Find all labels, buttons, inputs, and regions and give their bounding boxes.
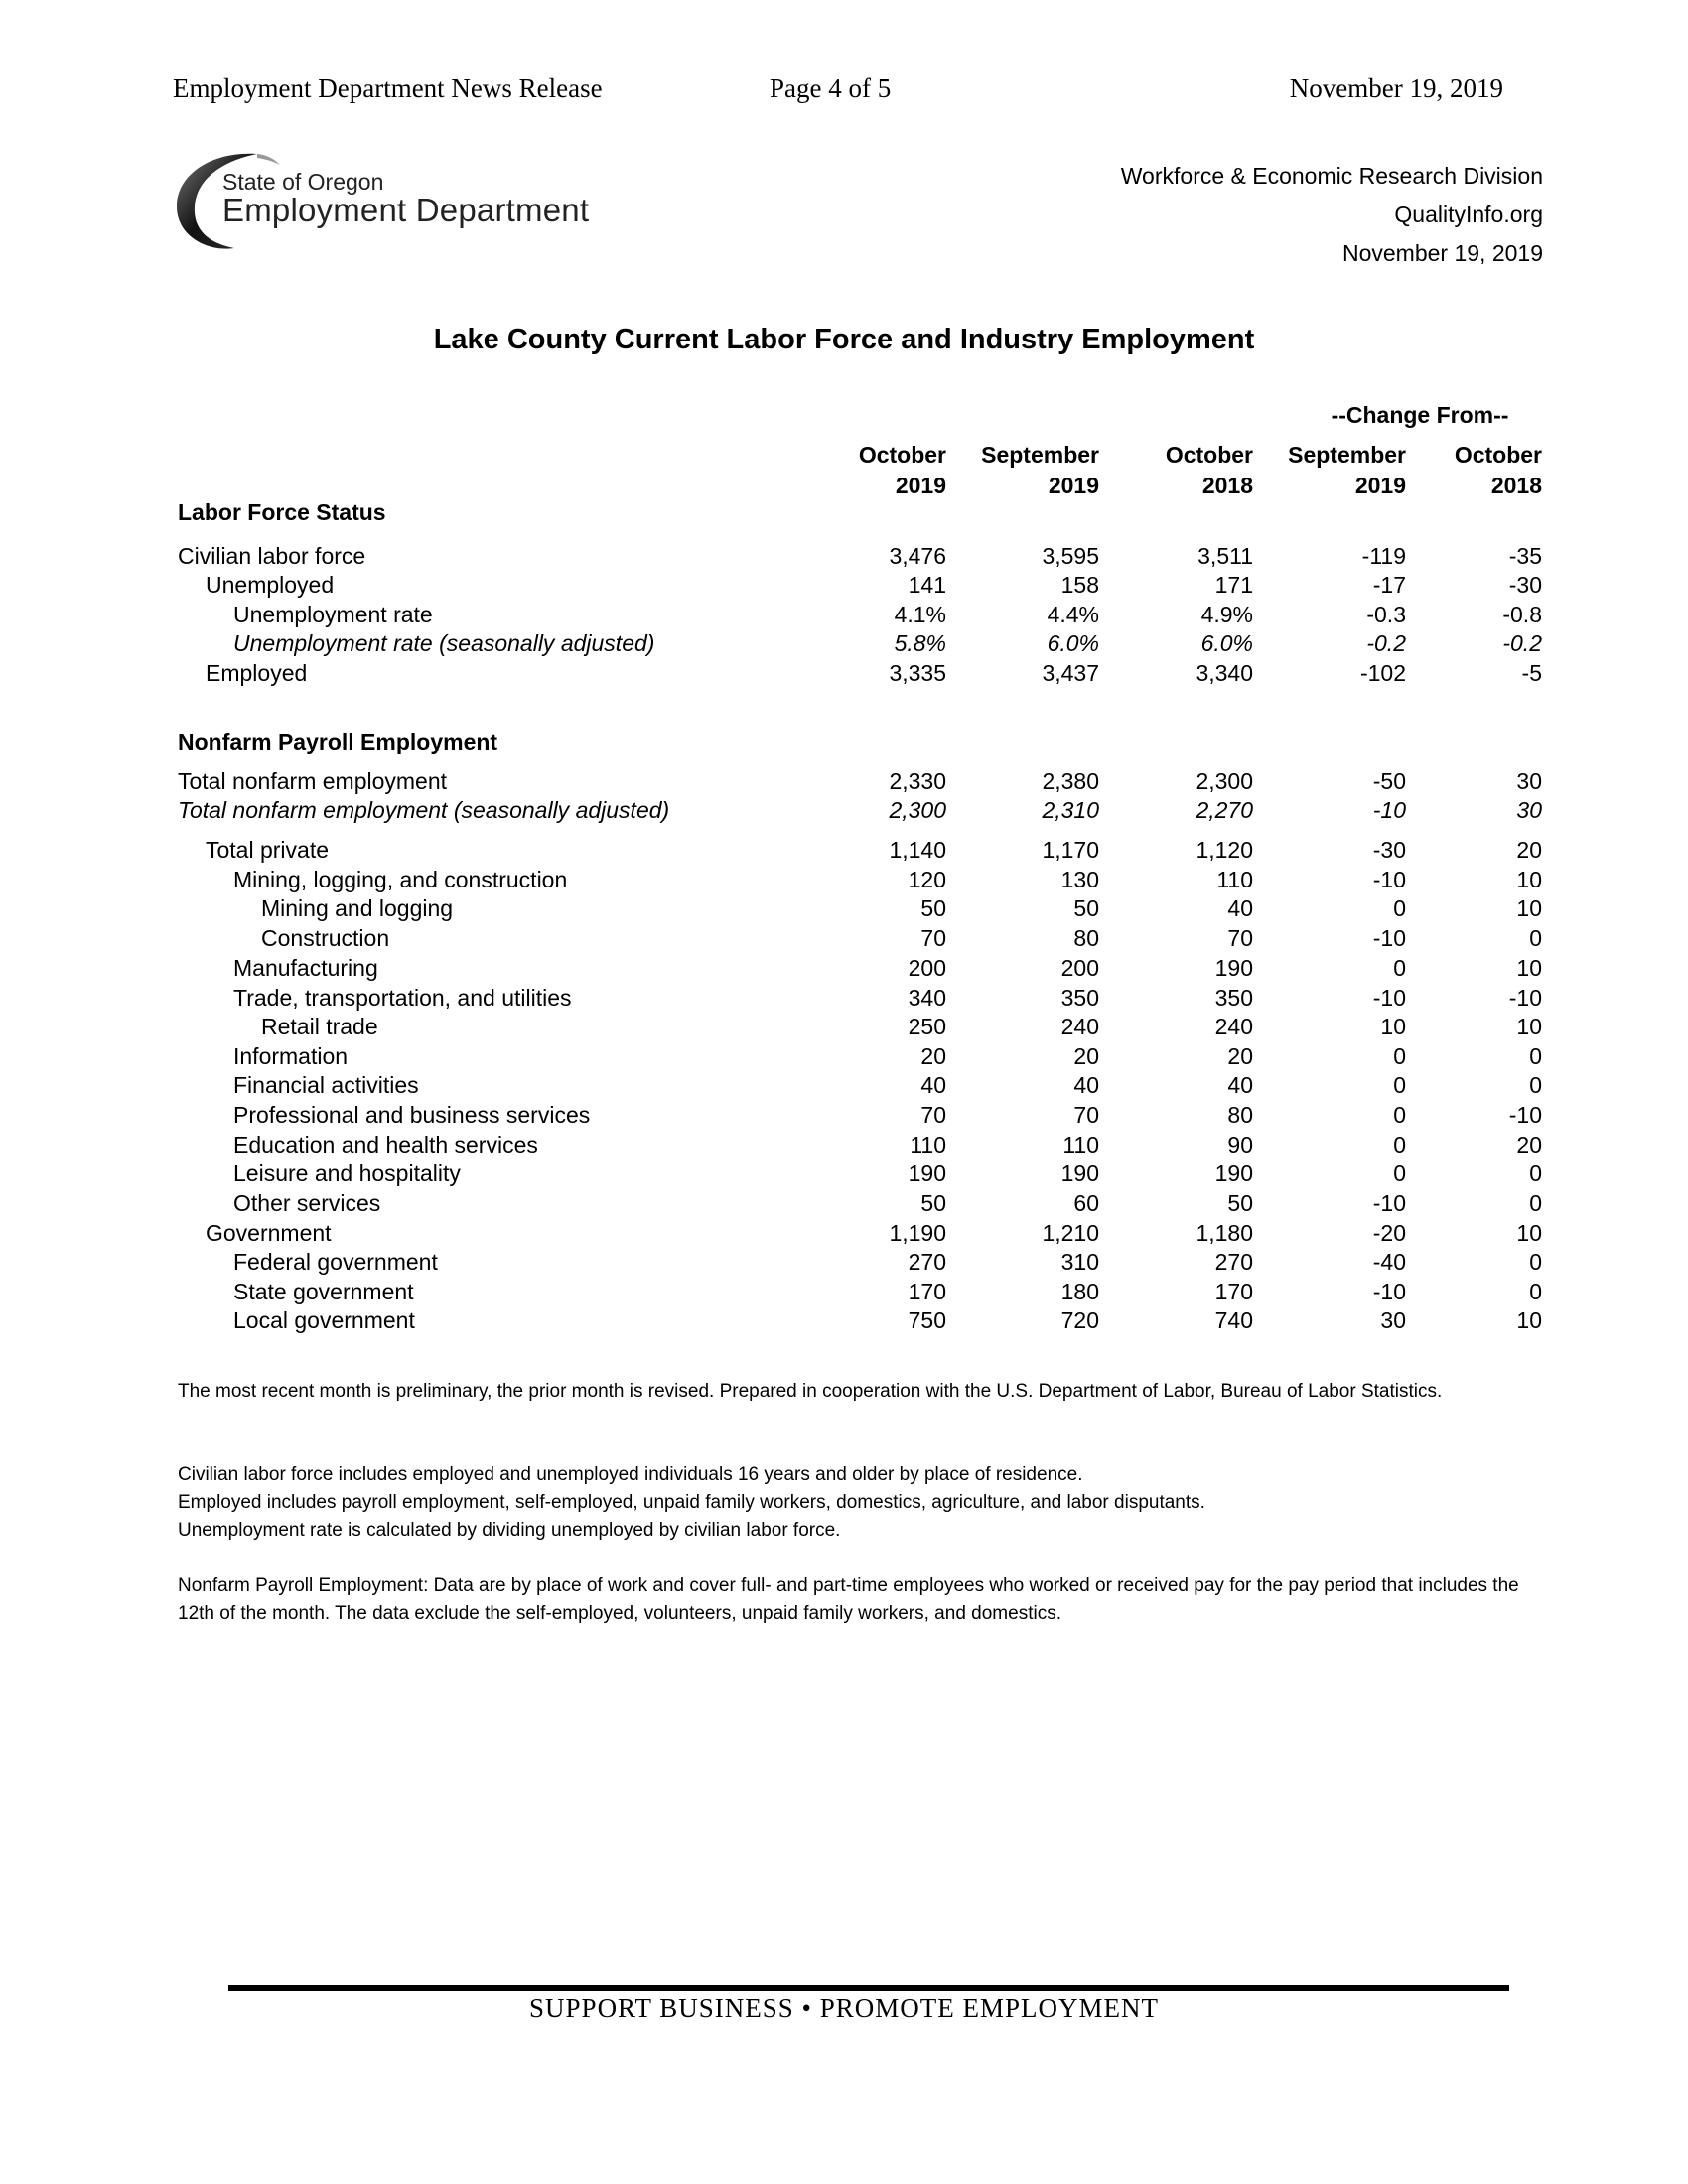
row-label: Other services — [233, 1190, 381, 1216]
cell-value: 340 — [908, 985, 946, 1011]
table-row — [0, 1070, 1688, 1100]
cell-value: 10 — [1516, 1014, 1542, 1039]
row-label: Mining and logging — [261, 895, 454, 921]
cell-value: 20 — [1073, 1043, 1099, 1069]
table-row — [0, 1247, 1688, 1277]
logo-department-text: Employment Department — [222, 192, 590, 228]
cell-value: 170 — [908, 1279, 946, 1304]
table-row — [0, 628, 1688, 658]
row-label: Mining, logging, and construction — [233, 867, 568, 892]
cell-value: 2,310 — [1042, 797, 1099, 823]
row-label: Local government — [233, 1307, 415, 1333]
note-nonfarm: Nonfarm Payroll Employment: Data are by place of work and cover full- and part-time employees who worked or received pay for the pay period that includes the 12th of the month. The data exclude the self-employed, volunteers, unpaid family workers, and domestics. — [178, 1575, 1519, 1624]
table-row — [0, 1012, 1688, 1041]
cell-value: -0.2 — [1366, 630, 1406, 656]
row-label: State government — [233, 1279, 414, 1304]
section-heading: Labor Force Status — [178, 499, 386, 525]
table-row — [0, 1188, 1688, 1218]
cell-value: 90 — [1227, 1132, 1253, 1158]
cell-value: 110 — [1216, 867, 1253, 892]
note-civilian-labor-force: Civilian labor force includes employed and unemployed individuals 16 years and older by place of residence. — [178, 1464, 1083, 1485]
division-info — [1121, 157, 1543, 273]
cell-value: 4.9% — [1200, 602, 1253, 627]
table-row — [0, 795, 1688, 825]
cell-value: 10 — [1516, 1220, 1542, 1246]
cell-value: -10 — [1372, 1190, 1406, 1216]
cell-value: 141 — [908, 572, 946, 598]
cell-value: 1,140 — [889, 837, 946, 863]
cell-value: -10 — [1372, 867, 1406, 892]
cell-value: 3,340 — [1196, 660, 1253, 686]
row-label: Total private — [206, 837, 330, 863]
table-row — [0, 1305, 1688, 1335]
cell-value: 50 — [1227, 1190, 1253, 1216]
column-year: 2019 — [1354, 473, 1406, 498]
cell-value: 80 — [1073, 925, 1099, 951]
agency-logo — [173, 149, 615, 253]
row-label: Unemployment rate — [233, 602, 433, 627]
cell-value: 170 — [1214, 1279, 1253, 1304]
cell-value: 3,595 — [1042, 543, 1099, 569]
cell-value: 70 — [920, 925, 946, 951]
cell-value: -0.2 — [1502, 630, 1542, 656]
cell-value: 30 — [1516, 768, 1542, 794]
cell-value: 1,120 — [1196, 837, 1253, 863]
cell-value: -5 — [1521, 660, 1542, 686]
cell-value: -102 — [1359, 660, 1406, 686]
column-year: 2019 — [1048, 473, 1099, 498]
cell-value: -10 — [1508, 985, 1542, 1011]
cell-value: 30 — [1380, 1307, 1406, 1333]
cell-value: 4.4% — [1047, 602, 1099, 627]
cell-value: 20 — [1516, 837, 1542, 863]
cell-value: 350 — [1214, 985, 1253, 1011]
footer-tagline: SUPPORT BUSINESS • PROMOTE EMPLOYMENT — [529, 1993, 1159, 2023]
cell-value: 70 — [1073, 1102, 1099, 1128]
cell-value: 2,380 — [1042, 768, 1099, 794]
cell-value: 2,300 — [1196, 768, 1253, 794]
cell-value: 200 — [1060, 955, 1099, 981]
column-header — [1074, 440, 1253, 501]
cell-value: 0 — [1393, 1072, 1406, 1098]
table-row — [0, 1159, 1688, 1188]
cell-value: -30 — [1508, 572, 1542, 598]
cell-value: 0 — [1393, 1132, 1406, 1158]
cell-value: 270 — [908, 1249, 946, 1275]
table-row — [0, 1100, 1688, 1130]
column-month: October — [1165, 442, 1253, 468]
table-row — [0, 893, 1688, 923]
cell-value: 20 — [1227, 1043, 1253, 1069]
cell-value: 2,300 — [889, 797, 946, 823]
table-row — [0, 835, 1688, 865]
cell-value: 0 — [1393, 1102, 1406, 1128]
page-title: Lake County Current Labor Force and Industry Employment — [433, 324, 1255, 355]
cell-value: -10 — [1372, 1279, 1406, 1304]
cell-value: 10 — [1516, 955, 1542, 981]
note-preliminary: The most recent month is preliminary, the prior month is revised. Prepared in cooperation with the U.S. Department of Labor, Bureau of Labor Statistics. — [178, 1381, 1443, 1402]
row-label: Professional and business services — [233, 1102, 591, 1128]
table-row — [0, 1130, 1688, 1160]
cell-value: -10 — [1372, 985, 1406, 1011]
column-month: October — [1454, 442, 1542, 468]
section-heading: Nonfarm Payroll Employment — [178, 729, 498, 754]
cell-value: 200 — [908, 955, 946, 981]
cell-value: 1,170 — [1042, 837, 1099, 863]
cell-value: 0 — [1393, 895, 1406, 921]
cell-value: 60 — [1073, 1190, 1099, 1216]
cell-value: 50 — [920, 1190, 946, 1216]
column-header — [920, 440, 1099, 501]
cell-value: 3,437 — [1042, 660, 1099, 686]
cell-value: 0 — [1393, 955, 1406, 981]
row-label: Manufacturing — [233, 955, 378, 981]
cell-value: 110 — [1062, 1132, 1099, 1158]
cell-value: 0 — [1393, 1043, 1406, 1069]
cell-value: 10 — [1516, 895, 1542, 921]
cell-value: 40 — [1073, 1072, 1099, 1098]
table-row — [0, 1218, 1688, 1248]
cell-value: -10 — [1372, 797, 1406, 823]
cell-value: 1,210 — [1042, 1220, 1099, 1246]
cell-value: 120 — [908, 867, 946, 892]
cell-value: 3,335 — [889, 660, 946, 686]
cell-value: -35 — [1508, 543, 1542, 569]
table-row — [0, 1041, 1688, 1071]
cell-value: 250 — [908, 1014, 946, 1039]
cell-value: 1,190 — [889, 1220, 946, 1246]
division-name: Workforce & Economic Research Division — [1120, 163, 1543, 189]
cell-value: 1,180 — [1196, 1220, 1253, 1246]
cell-value: 3,511 — [1197, 543, 1253, 569]
row-label: Unemployment rate (seasonally adjusted) — [233, 630, 655, 656]
cell-value: 20 — [920, 1043, 946, 1069]
row-label: Financial activities — [233, 1072, 419, 1098]
cell-value: 750 — [908, 1307, 946, 1333]
running-header — [173, 73, 1503, 109]
cell-value: 0 — [1393, 1160, 1406, 1186]
row-label: Civilian labor force — [178, 543, 366, 569]
table-row — [0, 541, 1688, 571]
cell-value: 171 — [1214, 572, 1253, 598]
cell-value: 80 — [1227, 1102, 1253, 1128]
cell-value: 0 — [1529, 1279, 1542, 1304]
cell-value: 30 — [1516, 797, 1542, 823]
cell-value: 180 — [1060, 1279, 1099, 1304]
cell-value: 5.8% — [894, 630, 946, 656]
table-row — [0, 570, 1688, 600]
cell-value: -30 — [1372, 837, 1406, 863]
table-row — [0, 766, 1688, 796]
cell-value: 70 — [920, 1102, 946, 1128]
table-row — [0, 953, 1688, 983]
cell-value: -0.8 — [1502, 602, 1542, 627]
cell-value: 10 — [1380, 1014, 1406, 1039]
cell-value: 350 — [1060, 985, 1099, 1011]
note-employed: Employed includes payroll employment, self-employed, unpaid family workers, domestics, agriculture, and labor disputants. — [178, 1492, 1205, 1513]
table-row — [0, 923, 1688, 953]
column-header — [1363, 440, 1542, 501]
cell-value: 190 — [908, 1160, 946, 1186]
row-label: Total nonfarm employment (seasonally adjusted) — [178, 797, 670, 823]
cell-value: 70 — [1227, 925, 1253, 951]
cell-value: 20 — [1516, 1132, 1542, 1158]
release-date: November 19, 2019 — [1341, 240, 1543, 266]
cell-value: 6.0% — [1200, 630, 1253, 656]
cell-value: 0 — [1529, 1249, 1542, 1275]
cell-value: 310 — [1060, 1249, 1099, 1275]
column-month: September — [981, 442, 1099, 468]
cell-value: -40 — [1372, 1249, 1406, 1275]
cell-value: 0 — [1529, 925, 1542, 951]
row-label: Information — [233, 1043, 349, 1069]
running-header-date: November 19, 2019 — [1289, 73, 1503, 103]
cell-value: 190 — [1214, 1160, 1253, 1186]
cell-value: 130 — [1060, 867, 1099, 892]
cell-value: 240 — [1214, 1014, 1253, 1039]
logo-state-text: State of Oregon — [222, 169, 384, 195]
row-label: Unemployed — [206, 572, 335, 598]
cell-value: 50 — [920, 895, 946, 921]
cell-value: 10 — [1516, 1307, 1542, 1333]
cell-value: 740 — [1214, 1307, 1253, 1333]
cell-value: 40 — [1227, 895, 1253, 921]
table-row — [0, 600, 1688, 629]
column-header — [768, 440, 946, 501]
cell-value: 40 — [920, 1072, 946, 1098]
note-unemployment-rate: Unemployment rate is calculated by dividing unemployed by civilian labor force. — [178, 1520, 841, 1541]
table-row — [0, 865, 1688, 894]
column-month: September — [1288, 442, 1406, 468]
row-label: Total nonfarm employment — [178, 768, 448, 794]
table-row — [0, 658, 1688, 688]
cell-value: 270 — [1214, 1249, 1253, 1275]
cell-value: 240 — [1060, 1014, 1099, 1039]
cell-value: 158 — [1060, 572, 1099, 598]
cell-value: -0.3 — [1366, 602, 1406, 627]
row-label: Federal government — [233, 1249, 438, 1275]
row-label: Education and health services — [233, 1132, 538, 1158]
cell-value: 50 — [1073, 895, 1099, 921]
column-year: 2018 — [1201, 473, 1253, 498]
cell-value: 110 — [910, 1132, 946, 1158]
cell-value: -17 — [1372, 572, 1406, 598]
column-year: 2018 — [1490, 473, 1542, 498]
row-label: Employed — [206, 660, 308, 686]
cell-value: 3,476 — [889, 543, 946, 569]
cell-value: -20 — [1372, 1220, 1406, 1246]
page-number: Page 4 of 5 — [770, 73, 892, 103]
cell-value: -50 — [1372, 768, 1406, 794]
column-month: October — [858, 442, 946, 468]
cell-value: 2,270 — [1196, 797, 1253, 823]
cell-value: 190 — [1060, 1160, 1099, 1186]
cell-value: -119 — [1361, 543, 1406, 569]
column-year: 2019 — [895, 473, 946, 498]
change-from-header: --Change From-- — [1331, 402, 1509, 428]
row-label: Retail trade — [261, 1014, 378, 1039]
website-link[interactable]: QualityInfo.org — [1394, 202, 1543, 227]
cell-value: 2,330 — [889, 768, 946, 794]
cell-value: 720 — [1060, 1307, 1099, 1333]
cell-value: -10 — [1372, 925, 1406, 951]
cell-value: 10 — [1516, 867, 1542, 892]
row-label: Leisure and hospitality — [233, 1160, 461, 1186]
cell-value: 0 — [1529, 1190, 1542, 1216]
cell-value: 0 — [1529, 1072, 1542, 1098]
cell-value: -10 — [1508, 1102, 1542, 1128]
running-header-title: Employment Department News Release — [173, 73, 603, 103]
cell-value: 6.0% — [1047, 630, 1099, 656]
row-label: Construction — [261, 925, 390, 951]
cell-value: 4.1% — [894, 602, 946, 627]
table-row — [0, 983, 1688, 1013]
cell-value: 0 — [1529, 1160, 1542, 1186]
cell-value: 40 — [1227, 1072, 1253, 1098]
cell-value: 0 — [1529, 1043, 1542, 1069]
row-label: Government — [206, 1220, 332, 1246]
table-row — [0, 1277, 1688, 1306]
cell-value: 190 — [1214, 955, 1253, 981]
footer-divider — [228, 1985, 1509, 1991]
row-label: Trade, transportation, and utilities — [233, 985, 572, 1011]
